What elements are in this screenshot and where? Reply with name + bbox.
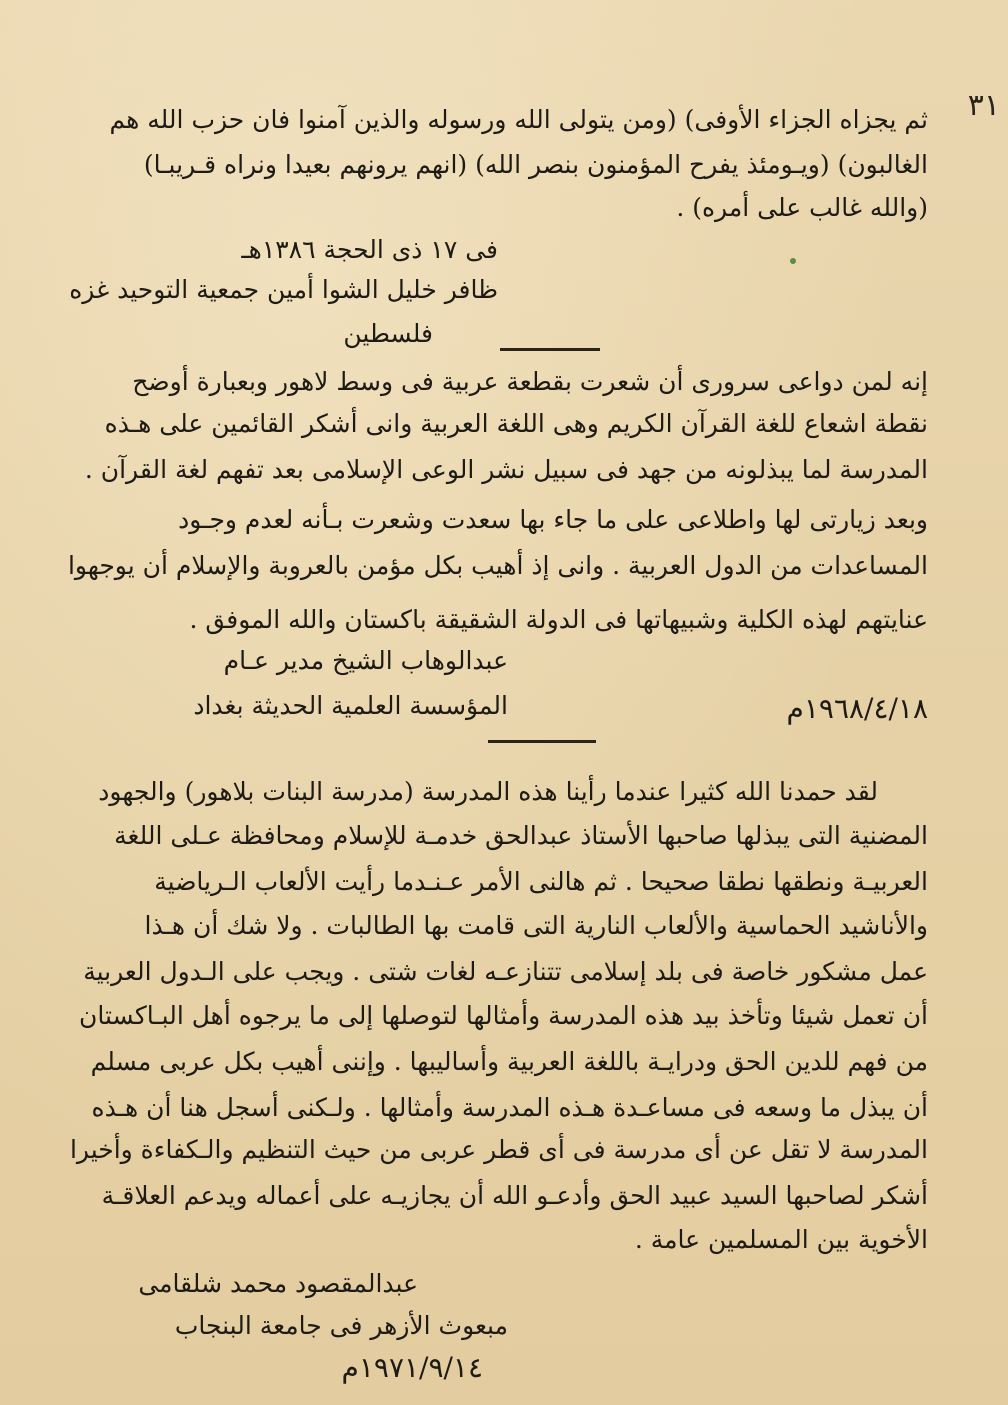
divider-2 xyxy=(488,740,596,743)
section-3-line-10: أشكر لصاحبها السيد عبيد الحق وأدعـو الله أن يجازيـه على أعماله ويدعم العلاقـة xyxy=(101,1181,928,1210)
section-3-line-3: العربيـة ونطقها نطقا صحيحا . ثم هالنى الأمر عـنـدما رأيت الألعاب الـرياضية xyxy=(154,867,928,896)
section-3-line-7: من فهم للدين الحق ودرايـة باللغة العربية وأساليبها . وإننى أهيب بكل عربى مسلم xyxy=(90,1047,928,1076)
section-3-line-4: والأناشيد الحماسية والألعاب النارية التى قامت بها الطالبات . ولا شك أن هـذا xyxy=(144,911,928,940)
section-2-line-5: المساعدات من الدول العربية . وانى إذ أهيب بكل مؤمن بالعروبة والإسلام أن يوجهوا xyxy=(67,551,928,580)
section-1-line-3: (والله غالب على أمره) . xyxy=(676,193,928,222)
section-3-line-5: عمل مشكور خاصة فى بلد إسلامى تتنازعـه لغات شتى . ويجب على الـدول العربية xyxy=(83,957,928,986)
section-3-signature-name: عبدالمقصود محمد شلقامى xyxy=(138,1269,418,1298)
section-3-line-11: الأخوية بين المسلمين عامة . xyxy=(634,1225,928,1254)
ink-spot xyxy=(790,258,796,264)
section-2-line-1: إنه لمن دواعى سرورى أن شعرت بقطعة عربية فى وسط لاهور وبعبارة أوضح xyxy=(132,367,928,396)
section-2-line-3: المدرسة لما يبذلونه من جهد فى سبيل نشر الوعى الإسلامى بعد تفهم لغة القرآن . xyxy=(84,455,928,484)
section-2-line-6: عنايتهم لهذه الكلية وشبيهاتها فى الدولة الشقيقة باكستان والله الموفق . xyxy=(189,605,928,634)
section-1-signature-place: فلسطين xyxy=(343,319,433,348)
section-1-signature-name: ظافر خليل الشوا أمين جمعية التوحيد غزه xyxy=(69,275,498,304)
section-3-line-6: أن تعمل شيئا وتأخذ بيد هذه المدرسة وأمثالها لتوصلها إلى ما يرجوه أهل البـاكستان xyxy=(79,1001,928,1030)
section-2-line-4: وبعد زيارتى لها واطلاعى على ما جاء بها سعدت وشعرت بـأنه لعدم وجـود xyxy=(178,505,928,534)
section-3-signature-title: مبعوث الأزهر فى جامعة البنجاب xyxy=(174,1311,508,1340)
section-3-line-9: المدرسة لا تقل عن أى مدرسة فى أى قطر عربى من حيث التنظيم والـكفاءة وأخيرا xyxy=(69,1135,928,1164)
divider-1 xyxy=(500,348,600,351)
page-number: ٣١ xyxy=(967,88,1000,123)
section-3-date: ١٩٧١/٩/١٤م xyxy=(341,1351,483,1384)
section-2-line-2: نقطة اشعاع للغة القرآن الكريم وهى اللغة العربية وانى أشكر القائمين على هـذه xyxy=(104,409,928,438)
section-2-date: ١٩٦٨/٤/١٨م xyxy=(786,692,928,725)
section-3-line-2: المضنية التى يبذلها صاحبها الأستاذ عبدالحق خدمـة للإسلام ومحافظة عـلى اللغة xyxy=(114,821,928,850)
section-2-signature-org: المؤسسة العلمية الحديثة بغداد xyxy=(193,691,508,720)
section-1-date: فى ١٧ ذى الحجة ١٣٨٦هـ xyxy=(241,235,498,264)
section-3-line-1: لقد حمدنا الله كثيرا عندما رأينا هذه المدرسة (مدرسة البنات بلاهور) والجهود xyxy=(98,777,878,806)
section-2-signature-name: عبدالوهاب الشيخ مدير عـام xyxy=(223,646,508,675)
section-1-line-2: الغالبون) (ويـومئذ يفرح المؤمنون بنصر الله) (انهم يرونهم بعيدا ونراه قـريبـا) xyxy=(143,150,928,179)
section-1-line-1: ثم يجزاه الجزاء الأوفى) (ومن يتولى الله ورسوله والذين آمنوا فان حزب الله هم xyxy=(109,105,928,134)
section-3-line-8: أن يبذل ما وسعه فى مساعـدة هـذه المدرسة وأمثالها . ولـكنى أسجل هنا أن هـذه xyxy=(91,1093,928,1122)
